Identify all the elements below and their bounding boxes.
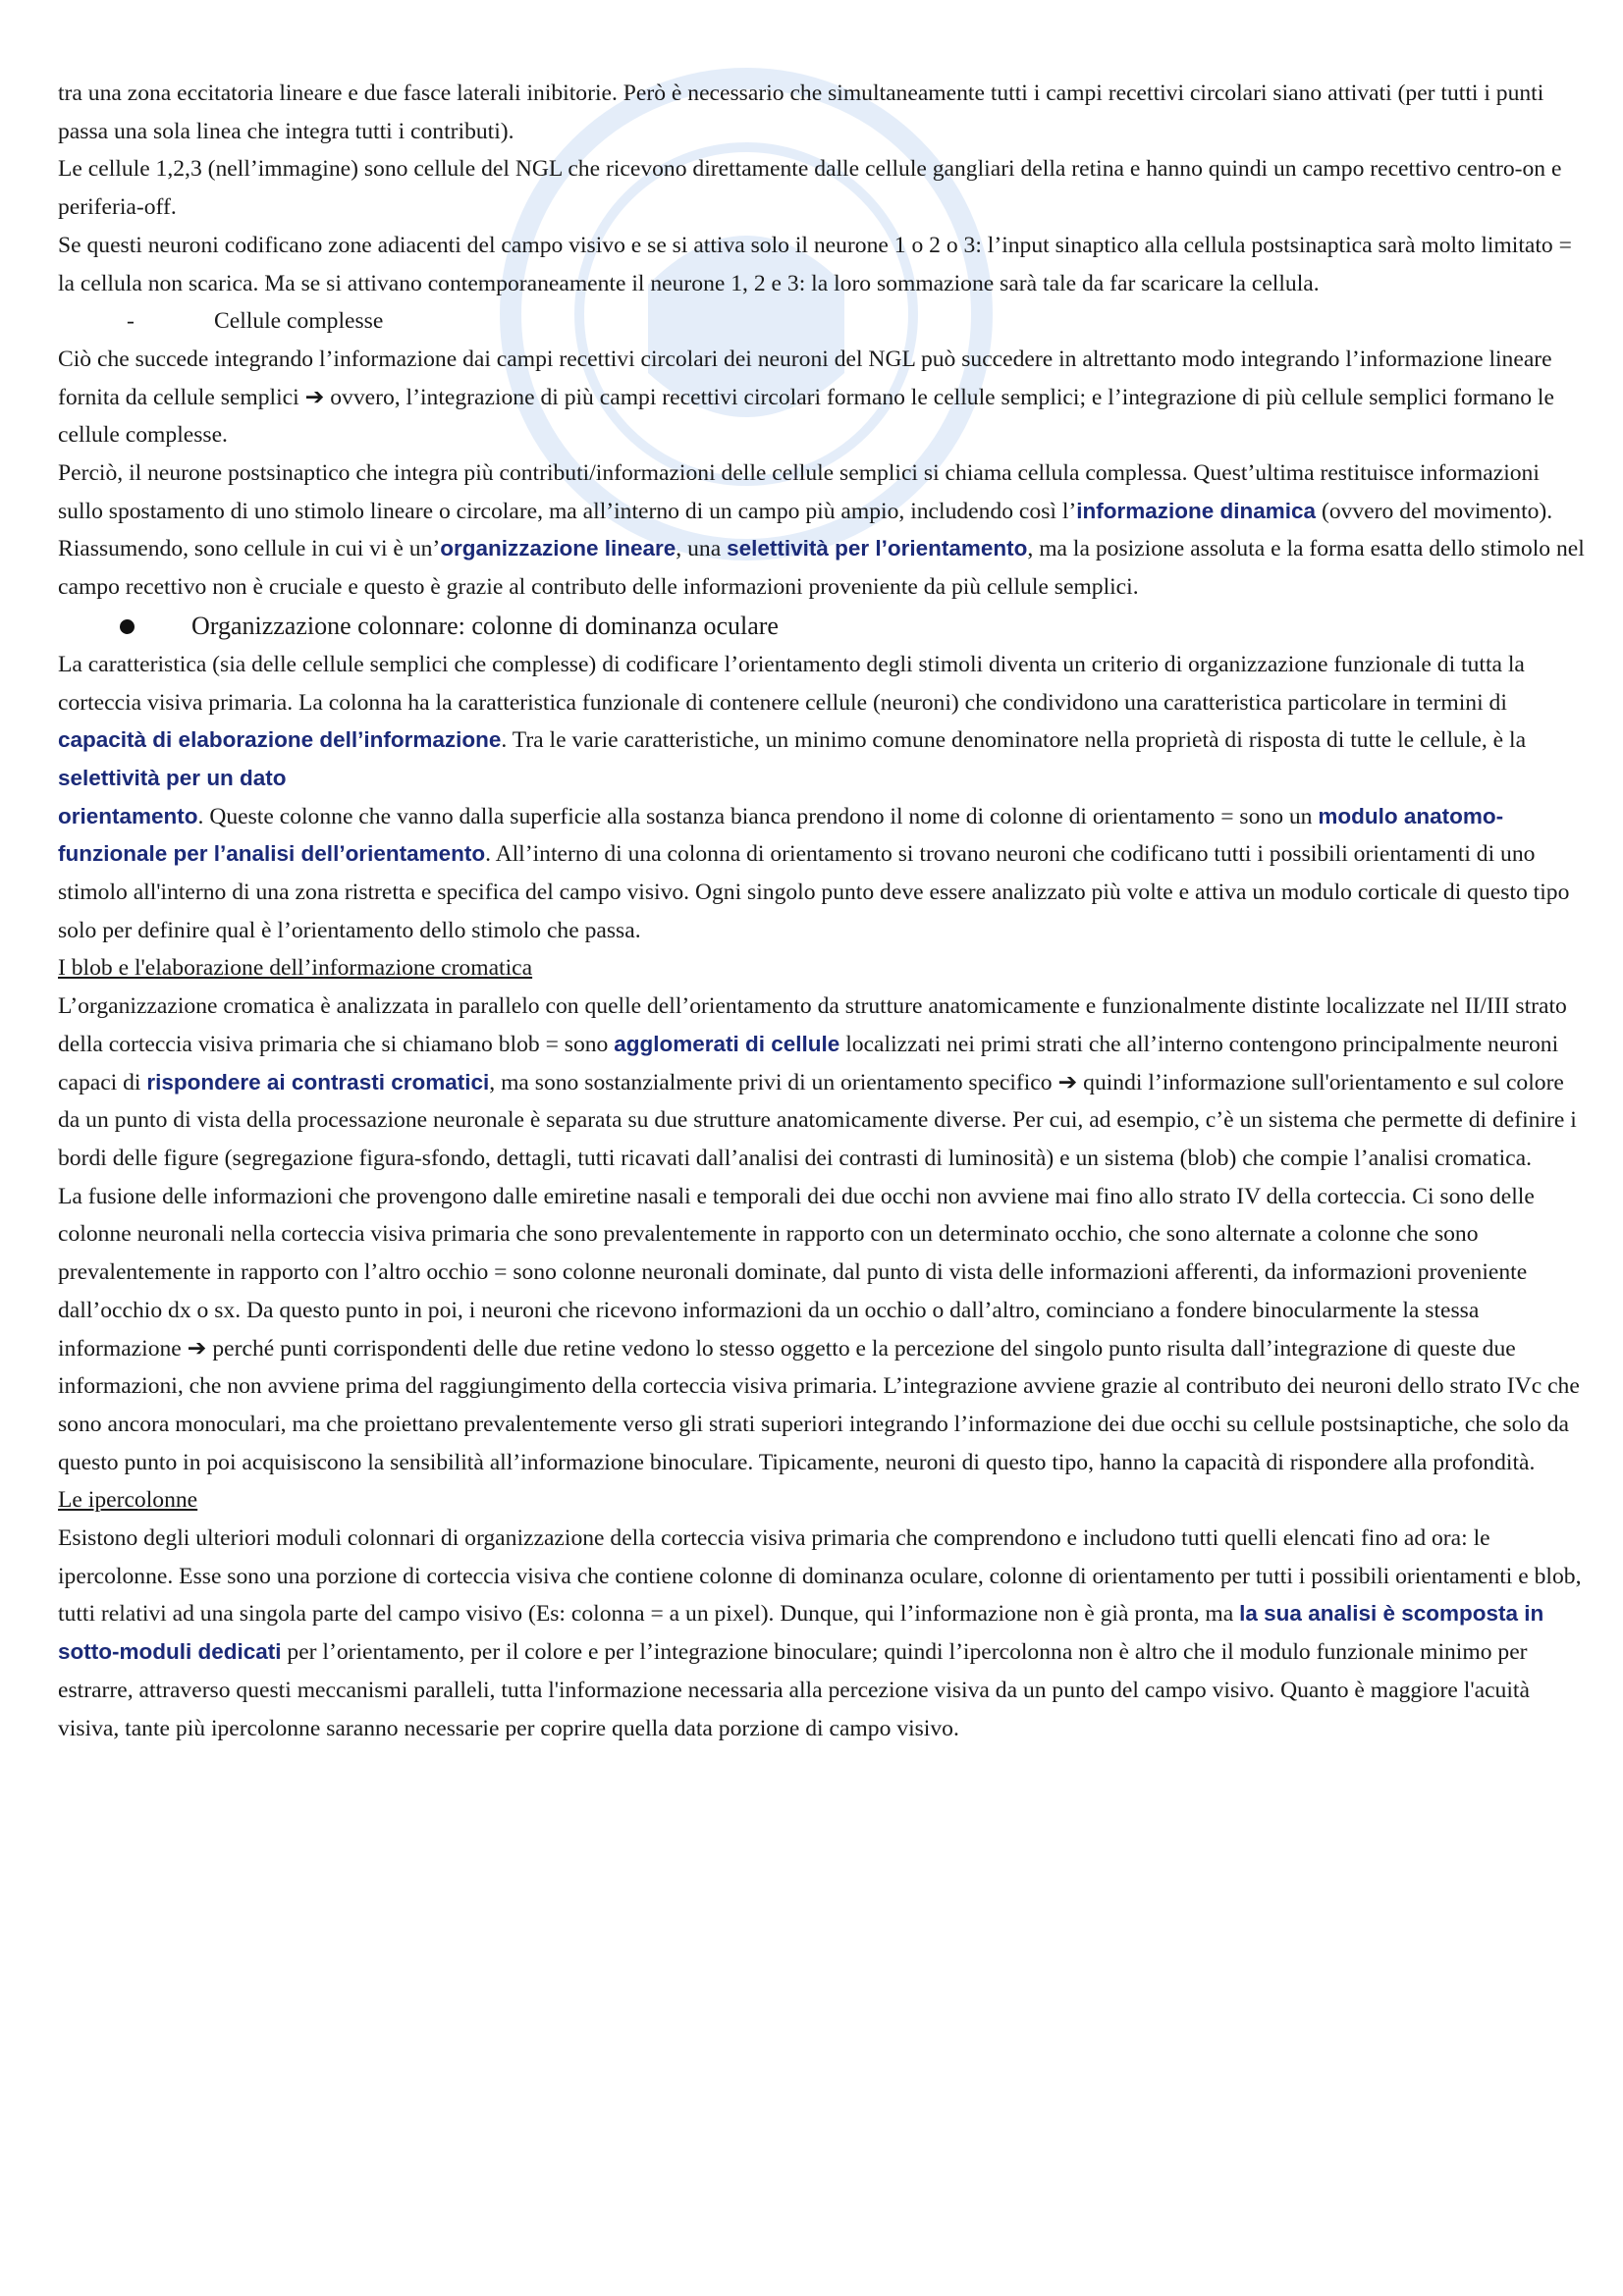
text-run: . All’interno di una colonna di orientamento si trovano neuroni che codificano tutti i possibili orientamenti di uno stimolo all'interno di una zona ristretta e specifica del campo visivo. Ogni singolo punto deve essere analizzato più volte e attiva un modulo corticale di questo tipo solo per definire qual è l’orientamento dello stimolo che passa.	[58, 841, 1570, 943]
text-run: localizzati nei primi strati che all’interno contengono principalmente neuroni capaci di	[58, 1031, 1559, 1095]
text-run: La caratteristica (sia delle cellule semplici che complesse) di codificare l’orientamento degli stimoli diventa un criterio di organizzazione funzionale di tutta la corteccia visiva primaria. La colonna ha la caratteristica funzionale di contenere cellule (neuroni) che condividono una caratteristica particolare in termini di	[58, 651, 1525, 716]
highlight-contrasti-cromatici: rispondere ai contrasti cromatici	[146, 1069, 490, 1095]
text-run: Esistono degli ulteriori moduli colonnari di organizzazione della corteccia visiva primaria che comprendono e includono tutti quelli elencati fino ad ora: le ipercolonne. Esse sono una porzione di corteccia visiva che contiene colonne di dominanza oculare, colonne di orientamento per tutti i possibili orientamenti e blob, tutti relativi ad una singola parte del campo visivo (Es: colonna = a un pixel). Dunque, qui l’informazione non è già pronta, ma	[58, 1525, 1582, 1628]
text-run: , ma la posizione assoluta e la forma esatta dello stimolo nel campo recettivo non è cruciale e questo è grazie al contributo delle informazioni proveniente da più cellule semplici.	[58, 536, 1585, 601]
section-heading-ipercolonne: Le ipercolonne	[58, 1487, 198, 1514]
text-run: per l’orientamento, per il colore e per l’integrazione binoculare; quindi l’ipercolonna non è altro che il modulo funzionale minimo per estrarre, attraverso questi meccanismi paralleli, tutta l'informazione necessaria alla percezione visiva da un punto del campo visivo. Quanto è maggiore l'acuità visiva, tante più ipercolonne saranno necessarie per coprire quella data porzione di campo visivo.	[58, 1639, 1530, 1741]
dash-list-item	[58, 302, 1588, 341]
text-run: , una	[676, 536, 728, 562]
paragraph-7	[58, 988, 1588, 1178]
bullet-dot-icon	[120, 619, 135, 634]
highlight-agglomerati-cellule: agglomerati di cellule	[614, 1031, 840, 1056]
text-run: , ma sono sostanzialmente privi di un orientamento specifico ➔ quindi l’informazione sull'orientamento e sul colore da un punto di vista della processazione neuronale è separata su due strutture anatomicamente diverse. Per cui, ad esempio, c’è un sistema che permette di definire i bordi delle figure (segregazione figura-sfondo, dettagli, tutti ricavati dall’analisi dei contrasti di luminosità) e un sistema (blob) che compie l’analisi cromatica.	[58, 1069, 1577, 1171]
paragraph-4: Ciò che succede integrando l’informazione dai campi recettivi circolari dei neuroni del NGL può succedere in altrettanto modo integrando l’informazione lineare fornita da cellule semplici ➔ ovvero, l’integrazione di più campi recettivi circolari formano le cellule semplici; e l’integrazione di più cellule semplici formano le cellule complesse.	[58, 346, 1554, 449]
paragraph-8: La fusione delle informazioni che provengono dalle emiretine nasali e temporali dei due occhi non avviene mai fino allo strato IV della corteccia. Ci sono delle colonne neuronali nella corteccia visiva primaria che sono prevalentemente in rapporto con un determinato occhio, che sono alternate a colonne che sono prevalentemente in rapporto con l’altro occhio = sono colonne neuronali dominate, dal punto di vista delle informazioni afferenti, da informazioni proveniente dall’occhio dx o sx. Da questo punto in poi, i neuroni che ricevono informazioni da un occhio o dall’altro, cominciano a fondere binocularmente la stessa informazione ➔ perché punti corrispondenti delle due retine vedono lo stesso oggetto e la percezione del singolo punto risulta dall’integrazione di queste due informazioni, che non avviene prima del raggiungimento della corteccia visiva primaria. L’integrazione avviene grazie al contributo dei neuroni dello strato IVc che sono ancora monoculari, ma che proiettano prevalentemente verso gli strati superiori integrando l’informazione dei due occhi su cellule postsinaptiche, che solo da questo punto in poi acquisiscono la sensibilità all’informazione binoculare. Tipicamente, neuroni di questo tipo, hanno la capacità di rispondere alla profondità.	[58, 1183, 1580, 1475]
text-run: . Tra le varie caratteristiche, un minimo comune denominatore nella proprietà di risposta di tutte le cellule, è la	[501, 727, 1527, 754]
paragraph-6	[58, 646, 1588, 950]
paragraph-1: tra una zona eccitatoria lineare e due fasce laterali inibitorie. Però è necessario che simultaneamente tutti i campi recettivi circolari siano attivati (per tutti i punti passa una sola linea che integra tutti i contributi).	[58, 80, 1544, 144]
text-run: . Queste colonne che vanno dalla superficie alla sostanza bianca prendono il nome di colonne di orientamento = sono un	[197, 803, 1319, 829]
section-heading-blob: I blob e l'elaborazione dell’informazione cromatica	[58, 955, 533, 982]
text-run: (ovvero del movimento). Riassumendo, sono cellule in cui vi è un’	[58, 498, 1553, 562]
highlight-informazione-dinamica: informazione dinamica	[1076, 498, 1317, 523]
paragraph-9	[58, 1520, 1588, 1747]
paragraph-3: Se questi neuroni codificano zone adiacenti del campo visivo e se si attiva solo il neurone 1 o 2 o 3: l’input sinaptico alla cellula postsinaptica sarà molto limitato = la cellula non scarica. Ma se si attivano contemporaneamente il neurone 1, 2 e 3: la loro sommazione sarà tale da far scaricare la cellula.	[58, 232, 1572, 296]
document-page	[58, 75, 1588, 1747]
highlight-selettivita-orientamento: selettività per l’orientamento	[727, 536, 1028, 561]
bullet-item	[58, 607, 1588, 646]
highlight-selettivita-dato: selettività per un dato	[58, 765, 287, 790]
text-run: Perciò, il neurone postsinaptico che integra più contributi/informazioni delle cellule semplici si chiama cellula complessa. Quest’ultima restituisce informazioni sullo spostamento di uno stimolo lineare o circolare, ma all’interno di un campo più ampio, includendo così l’	[58, 460, 1540, 524]
dash-marker: -	[127, 308, 135, 335]
highlight-modulo-anatomo-funzionale: modulo anatomo-funzionale per l’analisi dell’orientamento	[58, 803, 1504, 867]
paragraph-5	[58, 454, 1588, 607]
highlight-capacita-elaborazione: capacità di elaborazione dell’informazione	[58, 727, 502, 753]
highlight-sotto-moduli: la sua analisi è scomposta in sotto-moduli dedicati	[58, 1601, 1544, 1665]
highlight-organizzazione-lineare: organizzazione lineare	[440, 536, 676, 561]
highlight-orientamento: orientamento	[58, 803, 198, 828]
bullet-title: Organizzazione colonnare: colonne di dominanza oculare	[191, 611, 779, 640]
paragraph-2: Le cellule 1,2,3 (nell’immagine) sono cellule del NGL che ricevono direttamente dalle cellule gangliari della retina e hanno quindi un campo recettivo centro-on e periferia-off.	[58, 156, 1562, 221]
dash-item-text: Cellule complesse	[214, 308, 384, 335]
text-run: L’organizzazione cromatica è analizzata in parallelo con quelle dell’orientamento da strutture anatomicamente e funzionalmente distinte localizzate nel II/III strato della corteccia visiva primaria che si chiamano blob = sono	[58, 993, 1567, 1057]
